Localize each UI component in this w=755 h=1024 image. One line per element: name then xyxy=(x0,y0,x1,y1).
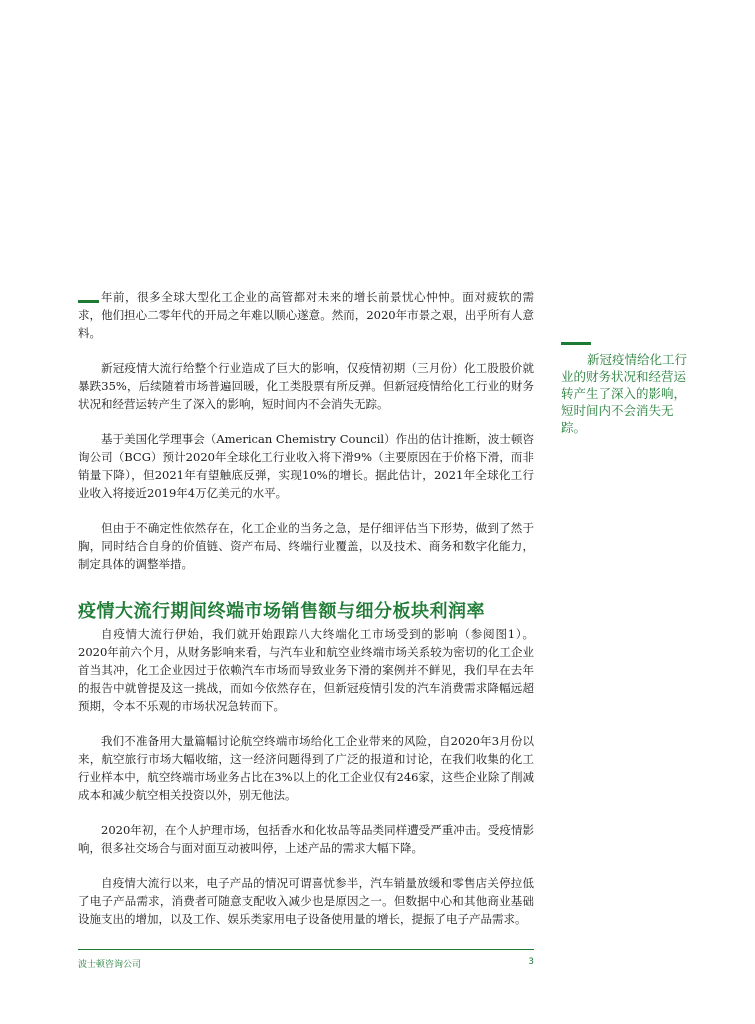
pull-quote-accent-bar xyxy=(561,342,591,345)
paragraph-6: 我们不准备用大量篇幅讨论航空终端市场给化工企业带来的风险，自2020年3月份以来，航空旅行市场大幅收缩，这一经济问题得到了广泛的报道和讨论，在我们收集的化工行业样本中，航空终端市场业务占比在3%以上的化工企业仅有246家，这些企业除了削减成本和减少航空相关投资以外，别无他法。 xyxy=(78,734,534,802)
paragraph-5: 自疫情大流行伊始，我们就开始跟踪八大终端化工市场受到的影响（参阅图1）。2020年前六个月，从财务影响来看，与汽车业和航空业终端市场关系较为密切的化工企业首当其冲，化工企业因过于依赖汽车市场而导致业务下滑的案例并不鲜见，我们早在去年的报告中就曾提及这一挑战，而如今依然存在，但新冠疫情引发的汽车消费需求降幅远超预期，令本不乐观的市场状况急转而下。 xyxy=(78,627,534,713)
footer-company: 波士顿咨询公司 xyxy=(78,960,142,970)
paragraph-4: 但由于不确定性依然存在，化工企业的当务之急，是仔细评估当下形势，做到了然于胸，同时结合自身的价值链、资产布局、终端行业覆盖，以及技术、商务和数字化能力，制定具体的调整举措。 xyxy=(78,521,534,571)
paragraph-2: 新冠疫情大流行给整个行业造成了巨大的影响，仅疫情初期（三月份）化工股股价就暴跌35%，后续随着市场普遍回暖，化工类股票有所反弹。但新冠疫情给化工行业的财务状况和经营运转产生了深入的影响，短时间内不会消失无踪。 xyxy=(78,361,534,411)
section-heading: 疫情大流行期间终端市场销售额与细分板块利润率 xyxy=(78,601,485,622)
main-article xyxy=(78,288,534,945)
page-number: 3 xyxy=(528,957,534,967)
paragraph-7: 2020年初，在个人护理市场，包括香水和化妆品等品类同样遭受严重冲击。受疫情影响，很多社交场合与面对面互动被叫停，上述产品的需求大幅下降。 xyxy=(78,823,534,855)
footer-divider xyxy=(78,949,534,950)
paragraph-3: 基于美国化学理事会（American Chemistry Council）作出的估计推断，波士顿咨询公司（BCG）预计2020年全球化工行业收入将下滑9%（主要原因在于价格下滑，而非销量下降），但2021年有望触底反弹，实现10%的增长。据此估计，2021年全球化工行业收入将接近2019年4万亿美元的水平。 xyxy=(78,432,534,500)
sidebar-pull-quote xyxy=(561,348,689,436)
paragraph-8: 自疫情大流行以来，电子产品的情况可谓喜忧参半，汽车销量放缓和零售店关停拉低了电子产品需求，消费者可随意支配收入减少也是原因之一。但数据中心和其他商业基础设施支出的增加，以及工作、娱乐类家用电子设备使用量的增长，提振了电子产品需求。 xyxy=(78,876,534,926)
pull-quote-text: 新冠疫情给化工行业的财务状况和经营运转产生了深入的影响，短时间内不会消失无踪。 xyxy=(561,352,688,435)
intro-paragraph: 年前，很多全球大型化工企业的高管都对未来的增长前景忧心忡忡。面对疲软的需求，他们担心二零年代的开局之年难以顺心遂意。然而，2020年市景之艰，出乎所有人意料。 xyxy=(78,290,534,340)
